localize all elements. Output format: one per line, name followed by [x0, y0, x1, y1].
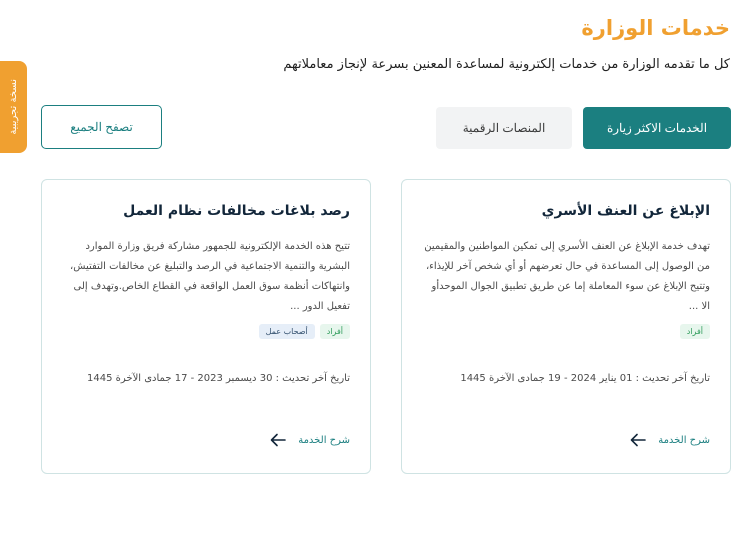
service-card-last-updated: تاريخ آخر تحديث : 30 ديسمبر 2023 - 17 جمادى الآخرة 1445 — [87, 373, 350, 384]
beta-version-label: نسخة تجريبية — [8, 79, 19, 135]
service-card-description: تتيح هذه الخدمة الإلكترونية للجمهور مشاركة فريق وزارة الموارد البشرية والتنمية الاجتماعية في الرصد والتبليغ عن مخالفات التفتيش، وانتهاكات أنظمة سوق العمل الواقعة في القطاع الخاص.وتهدف إلى تفعيل الدور ... — [69, 241, 350, 312]
service-card-tags — [259, 324, 350, 339]
service-card — [41, 179, 371, 474]
service-card-last-updated: تاريخ آخر تحديث : 01 يناير 2024 - 19 جمادى الآخرة 1445 — [460, 373, 710, 384]
service-card-description: تهدف خدمة الإبلاغ عن العنف الأسري إلى تمكين المواطنين والمقيمين من الوصول إلى المساعدة في حال تعرضهم أو أي شخص آخر للإيذاء، وتتيح الإبلاغ عن سوء المعاملة إما عن طريق تطبيق الجوال الموحدأو الا ... — [424, 241, 710, 312]
tag-individuals: أفراد — [320, 324, 350, 339]
service-card — [401, 179, 731, 474]
beta-version-tab[interactable] — [0, 61, 27, 153]
tab-most-visited[interactable]: الخدمات الاكثر زيارة — [583, 107, 731, 149]
explain-service-link[interactable] — [630, 433, 710, 447]
explain-service-label: شرح الخدمة — [298, 434, 350, 446]
tag-individuals: أفراد — [680, 324, 710, 339]
service-card-title[interactable]: الإبلاغ عن العنف الأسري — [541, 203, 710, 219]
service-card-title[interactable]: رصد بلاغات مخالفات نظام العمل — [123, 203, 350, 219]
tag-employers: أصحاب عمل — [259, 324, 315, 339]
explain-service-link[interactable] — [270, 433, 350, 447]
browse-all-button[interactable]: تصفح الجميع — [41, 105, 162, 149]
explain-service-label: شرح الخدمة — [658, 434, 710, 446]
arrow-left-icon — [630, 433, 646, 447]
section-title: خدمات الوزارة — [581, 16, 730, 40]
section-subtitle: كل ما تقدمه الوزارة من خدمات إلكترونية لمساعدة المعنين بسرعة لإنجاز معاملاتهم — [283, 57, 730, 72]
arrow-left-icon — [270, 433, 286, 447]
tab-digital-platforms[interactable]: المنصات الرقمية — [436, 107, 572, 149]
service-card-tags — [680, 324, 710, 339]
